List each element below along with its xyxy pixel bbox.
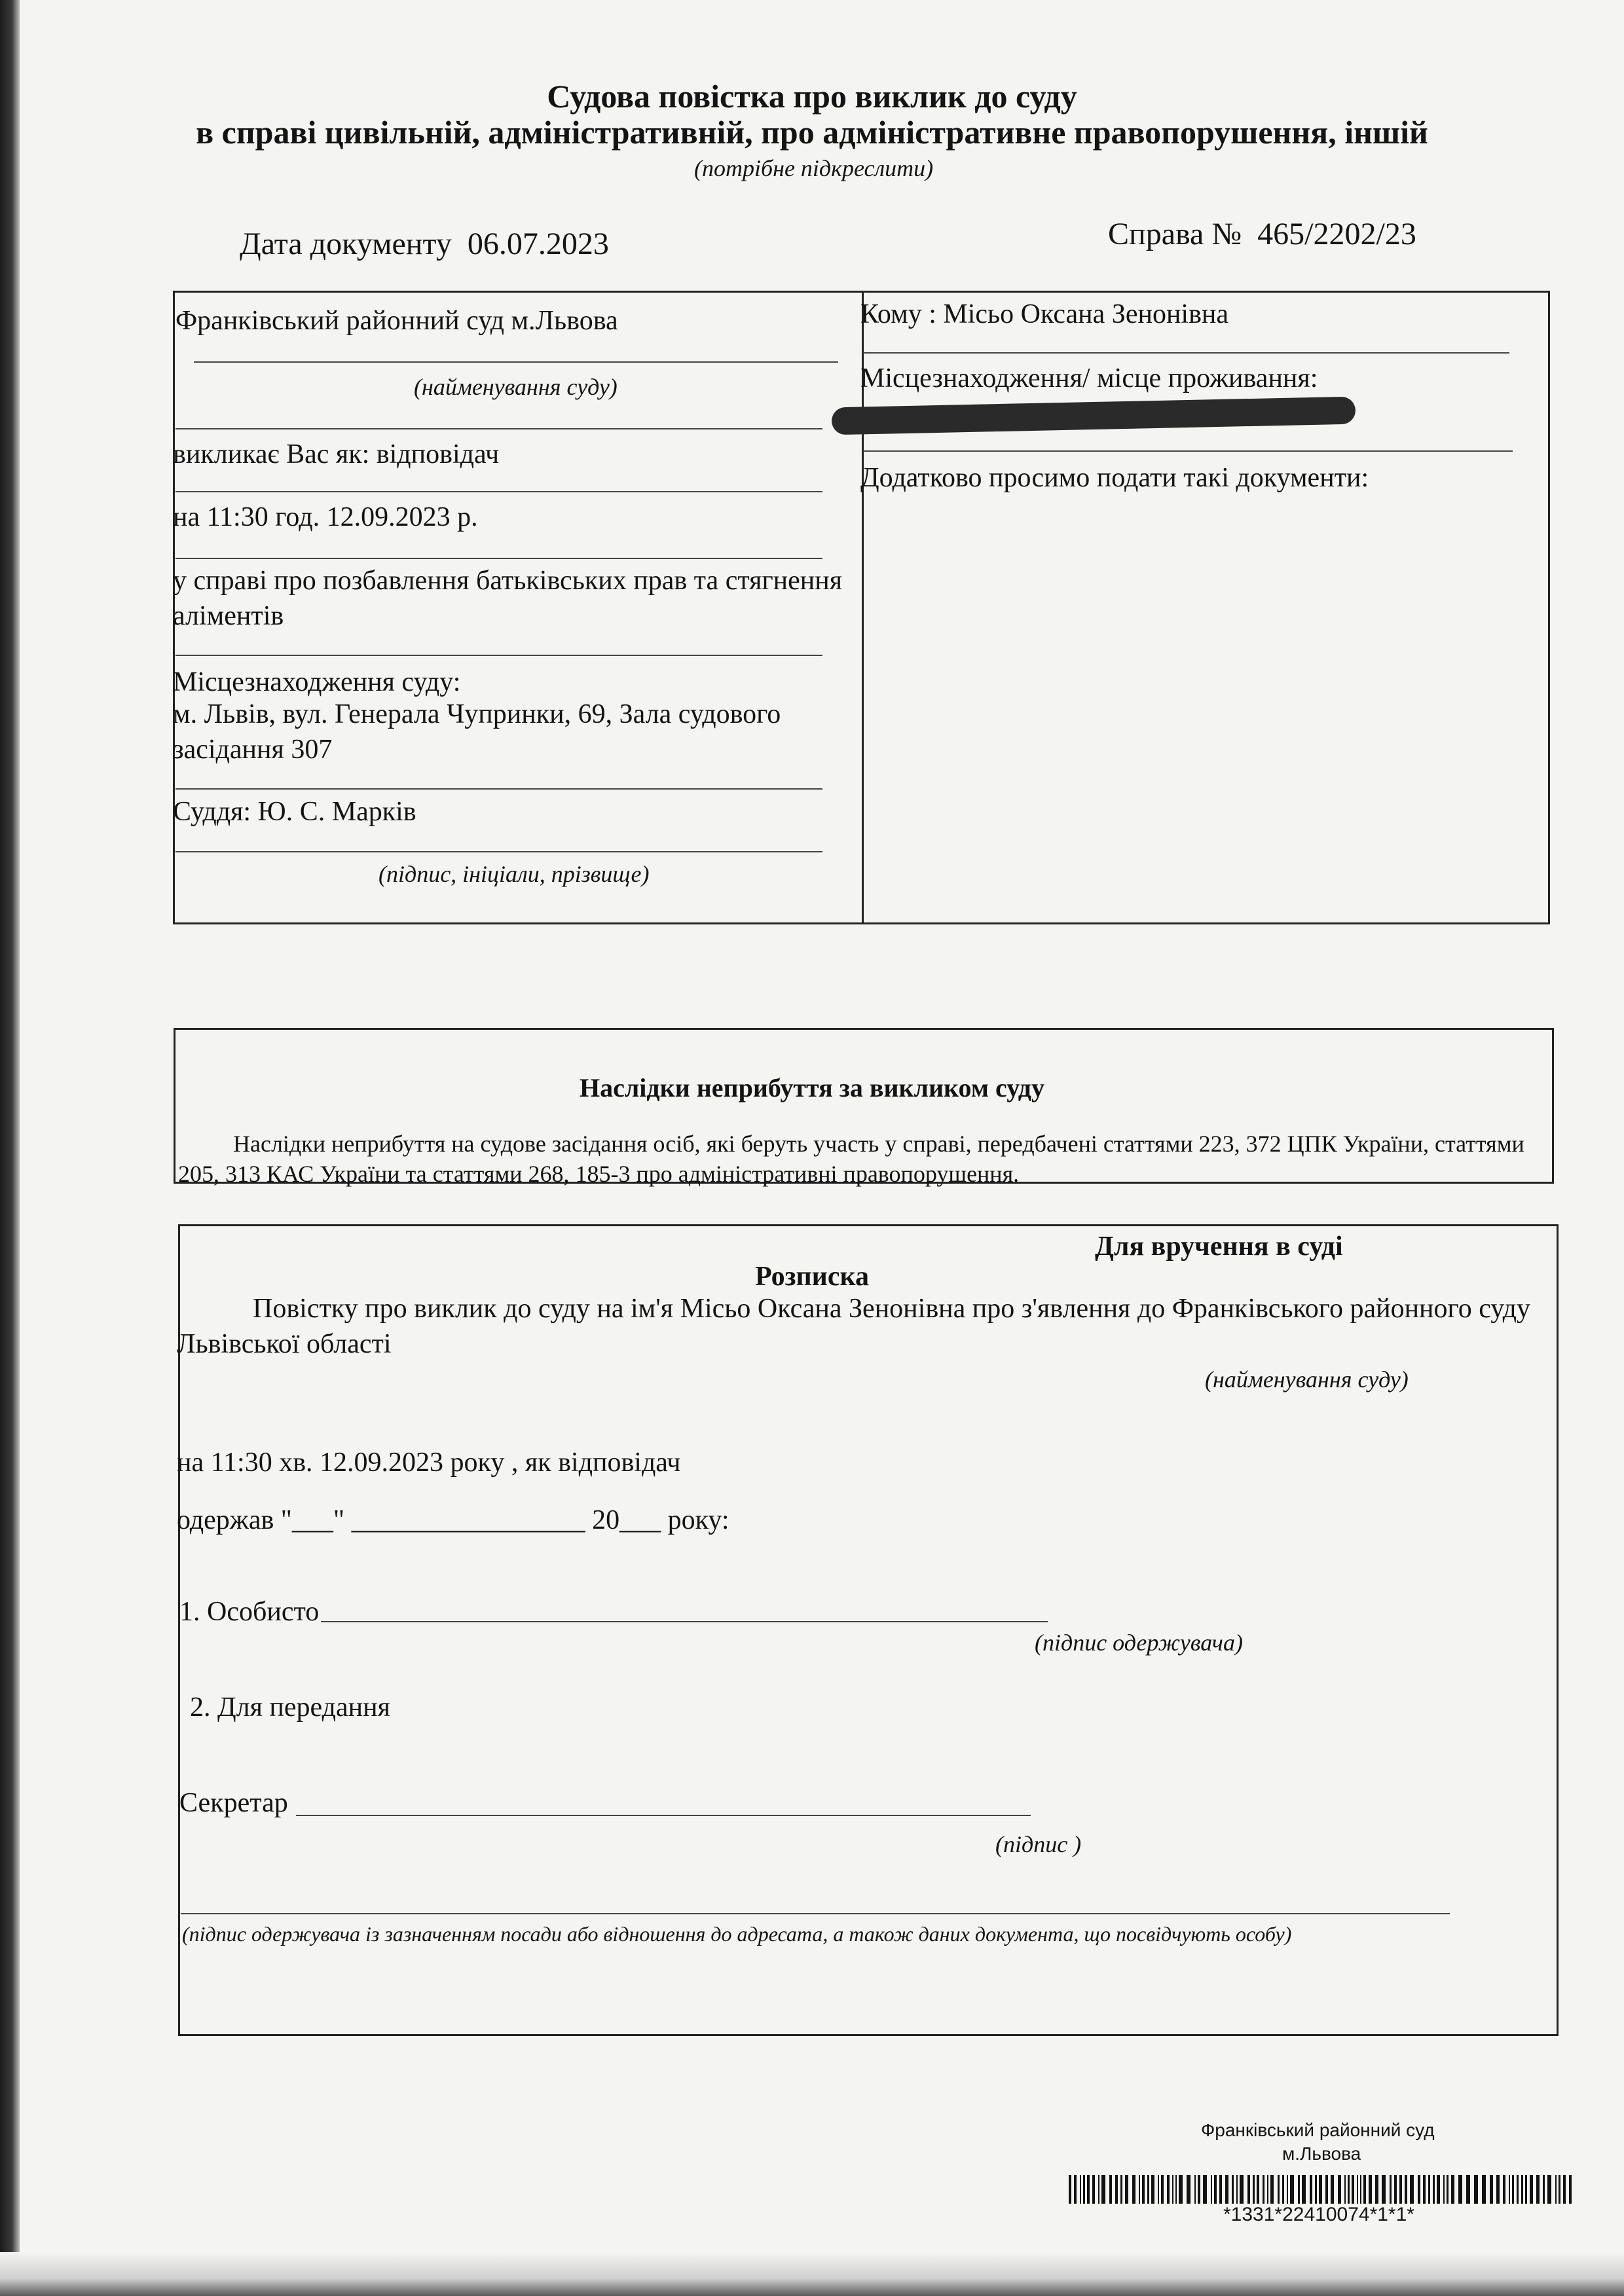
barcode-bar	[1394, 2175, 1397, 2204]
barcode-bar	[1194, 2175, 1196, 2204]
rule	[175, 655, 822, 656]
barcode-bar	[1482, 2175, 1486, 2204]
case-number	[1108, 216, 1416, 252]
barcode-bar	[1536, 2175, 1540, 2204]
rule	[863, 352, 1509, 354]
barcode-bar	[1080, 2175, 1081, 2204]
barcode-bar	[1352, 2175, 1354, 2204]
consequences-title: Наслідки неприбуття за викликом суду	[580, 1073, 1044, 1102]
addressee: Кому : Місьо Оксана Зенонівна	[860, 299, 1229, 329]
consequences-text: Наслідки неприбуття на судове засідання осіб, які беруть участь у справі, передбачені статтями 223, 372 ЦПК України, статтями 205, 313 КАС України та статтями 268, 185-3 про адміністративні правопорушення.	[178, 1131, 1524, 1187]
court-location-label: Місцезнаходження суду:	[173, 667, 461, 697]
barcode-bar	[1315, 2175, 1317, 2204]
scan-edge-bottom	[0, 2252, 1624, 2296]
barcode-bar	[1257, 2175, 1259, 2204]
barcode-bar	[1240, 2175, 1244, 2204]
barcode-bar	[1447, 2175, 1449, 2204]
barcode-bar	[1423, 2175, 1426, 2204]
barcode-bar	[1167, 2175, 1170, 2204]
page-subtitle: в справі цивільній, адміністративній, про адміністративне правопорушення, іншій	[196, 114, 1428, 151]
barcode-bar	[1232, 2175, 1234, 2204]
barcode-bar	[1109, 2175, 1112, 2204]
summons-text: Повістку про виклик до суду на ім'я Місьо Оксана Зенонівна про з'явлення до Франківського районного суду Львівської області	[177, 1294, 1531, 1359]
barcode-bar	[1344, 2175, 1346, 2204]
barcode-bar	[1074, 2175, 1077, 2204]
barcode-bar	[1405, 2175, 1407, 2204]
barcode-bar	[1172, 2175, 1173, 2204]
secretary-signature-line	[296, 1815, 1031, 1816]
case-number-value: 465/2202/23	[1257, 217, 1416, 251]
barcode-bar	[1219, 2175, 1222, 2204]
court-location-value: м. Львів, вул. Генерала Чупринки, 69, Зала судового засідання 307	[173, 699, 781, 765]
barcode-bar	[1525, 2175, 1527, 2204]
barcode-bar	[1517, 2175, 1519, 2204]
barcode-bar	[1382, 2175, 1386, 2204]
barcode-bar	[1360, 2175, 1361, 2204]
barcode-bar	[1120, 2175, 1122, 2204]
barcode-bar	[1142, 2175, 1145, 2204]
barcode-bar	[1236, 2175, 1238, 2204]
barcode-bar	[1132, 2175, 1135, 2204]
barcode-bar	[1310, 2175, 1312, 2204]
judge-sign-note: (підпис, ініціали, прізвище)	[378, 861, 650, 887]
rule	[175, 788, 822, 790]
barcode-bar	[1428, 2175, 1430, 2204]
judge: Суддя: Ю. С. Марків	[173, 797, 416, 827]
barcode-bar	[1569, 2175, 1572, 2204]
barcode-bar	[1263, 2175, 1264, 2204]
document-date-label: Дата документу	[240, 227, 452, 261]
barcode-bar	[1474, 2175, 1478, 2204]
rule	[175, 558, 822, 559]
barcode-bar	[1418, 2175, 1420, 2204]
barcode-bar	[1547, 2175, 1551, 2204]
barcode-bar	[1139, 2175, 1140, 2204]
barcode-bar	[1521, 2175, 1523, 2204]
barcode-bar	[1225, 2175, 1228, 2204]
barcode-bar	[1198, 2175, 1200, 2204]
received-line: одержав "___" _________________ 20___ року:	[177, 1505, 729, 1535]
barcode-bar	[1278, 2175, 1280, 2204]
page-title: Судова повістка про виклик до суду	[547, 78, 1077, 115]
court-name-rule	[194, 361, 838, 363]
barcode-bar	[1179, 2175, 1183, 2204]
receipt-bottom-note: (підпис одержувача із зазначенням посади або відношення до адресата, а також даних документа, що посвідчують особу)	[182, 1922, 1292, 1946]
underline-note: (потрібне підкреслити)	[694, 155, 934, 181]
barcode-bar	[1451, 2175, 1454, 2204]
barcode-bar	[1147, 2175, 1149, 2204]
document-date-value: 06.07.2023	[467, 227, 609, 261]
barcode-bar	[1503, 2175, 1505, 2204]
barcode-bar	[1267, 2175, 1268, 2204]
secretary-label: Секретар	[179, 1788, 288, 1818]
barcode-bar	[1437, 2175, 1440, 2204]
barcode-bar	[1490, 2175, 1493, 2204]
personally-label: 1. Особисто	[179, 1597, 320, 1627]
barcode-bar	[1270, 2175, 1274, 2204]
judge-sign-rule	[175, 851, 822, 852]
barcode-bar	[1101, 2175, 1105, 2204]
rule	[175, 428, 822, 429]
hearing-time: на 11:30 год. 12.09.2023 р.	[173, 502, 478, 532]
footer-court-city: м.Львова	[1282, 2143, 1361, 2164]
barcode-bar	[1087, 2175, 1090, 2204]
for-transfer-label: 2. Для передання	[190, 1692, 390, 1722]
barcode-bar	[1115, 2175, 1118, 2204]
barcode-bar	[1175, 2175, 1177, 2204]
barcode-bar	[1509, 2175, 1510, 2204]
barcode-bar	[1363, 2175, 1366, 2204]
barcode-bar	[1331, 2175, 1334, 2204]
barcode-bar	[1555, 2175, 1557, 2204]
barcode-bar	[1125, 2175, 1128, 2204]
scan-edge-left	[0, 0, 20, 2296]
barcode-bar	[1247, 2175, 1250, 2204]
barcode-bar	[1563, 2175, 1566, 2204]
barcode-bar	[1187, 2175, 1190, 2204]
case-number-label: Справа №	[1108, 217, 1242, 251]
barcode-bar	[1512, 2175, 1514, 2204]
footer-court-name: Франківський районний суд	[1201, 2120, 1435, 2140]
barcode-bar	[1253, 2175, 1255, 2204]
barcode-bar	[1161, 2175, 1164, 2204]
document-date	[240, 226, 609, 262]
barcode-bar	[1443, 2175, 1445, 2204]
barcode-bar	[1282, 2175, 1284, 2204]
barcode-bar	[1287, 2175, 1288, 2204]
barcode-bar	[1375, 2175, 1378, 2204]
barcode-bar	[1302, 2175, 1306, 2204]
barcode-bar	[1390, 2175, 1392, 2204]
recipient-sign-note: (підпис одержувача)	[1035, 1630, 1243, 1656]
calls-as: викликає Вас як: відповідач	[173, 439, 500, 469]
barcode-bar	[1092, 2175, 1095, 2204]
for-court-label: Для вручення в суді	[1095, 1231, 1343, 1262]
barcode-bar	[1530, 2175, 1533, 2204]
barcode-bar	[1433, 2175, 1435, 2204]
barcode-bar	[1069, 2175, 1071, 2204]
rule	[175, 491, 822, 492]
case-subject: у справі про позбавлення батьківських прав та стягнення аліментів	[173, 566, 843, 631]
barcode-bar	[1325, 2175, 1328, 2204]
barcode-bar	[1369, 2175, 1372, 2204]
barcode	[1069, 2175, 1573, 2204]
barcode-bar	[1211, 2175, 1212, 2204]
extra-documents-label: Додатково просимо подати такі документи:	[860, 463, 1369, 493]
barcode-bar	[1399, 2175, 1402, 2204]
barcode-bar	[1559, 2175, 1560, 2204]
barcode-bar	[1214, 2175, 1217, 2204]
barcode-bar	[1158, 2175, 1159, 2204]
court-name: Франківський районний суд м.Львова	[175, 306, 618, 336]
barcode-bar	[1458, 2175, 1462, 2204]
recipient-signature-line	[321, 1621, 1048, 1622]
rule	[863, 450, 1513, 452]
court-name-note: (найменування суду)	[414, 374, 618, 400]
barcode-bar	[1319, 2175, 1322, 2204]
barcode-bar	[1203, 2175, 1207, 2204]
barcode-bar	[1543, 2175, 1545, 2204]
residence-label: Місцезнаходження/ місце проживання:	[860, 363, 1318, 393]
barcode-bar	[1466, 2175, 1470, 2204]
barcode-bar	[1496, 2175, 1500, 2204]
receipt-title: Розписка	[754, 1262, 870, 1292]
barcode-bar	[1410, 2175, 1414, 2204]
barcode-bar	[1298, 2175, 1300, 2204]
barcode-bar	[1151, 2175, 1154, 2204]
barcode-bar	[1357, 2175, 1358, 2204]
barcode-number: *1331*22410074*1*1*	[1223, 2204, 1414, 2225]
barcode-bar	[1098, 2175, 1099, 2204]
barcode-bar	[1348, 2175, 1350, 2204]
barcode-bar	[1083, 2175, 1085, 2204]
receipt-court-note: (найменування суду)	[1205, 1366, 1409, 1393]
barcode-bar	[1338, 2175, 1341, 2204]
barcode-bar	[1290, 2175, 1294, 2204]
rule	[181, 1913, 1450, 1914]
receipt-time: на 11:30 хв. 12.09.2023 року , як відповідач	[177, 1448, 681, 1478]
secretary-sign-note: (підпис )	[995, 1831, 1082, 1857]
